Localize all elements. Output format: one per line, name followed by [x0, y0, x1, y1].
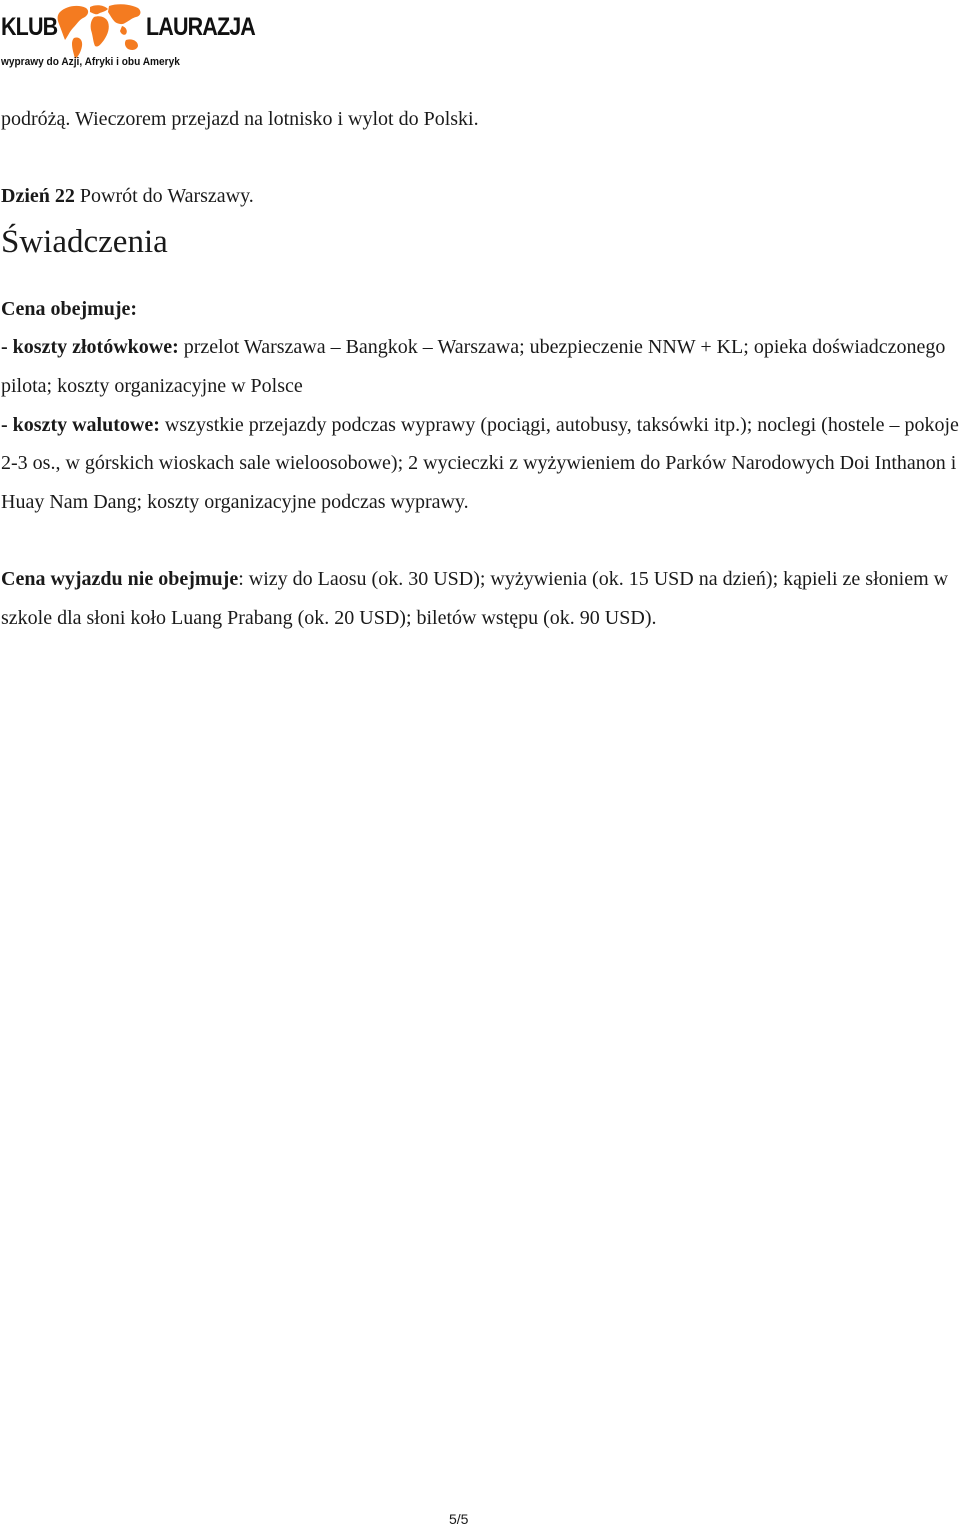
usd-costs-label: - koszty walutowe:: [1, 413, 160, 436]
includes-label-text: Cena obejmuje:: [1, 297, 138, 320]
logo-word-klub: KLUB: [1, 13, 58, 41]
day-22-label: Dzień 22: [1, 185, 75, 208]
header-logo: [0, 0, 260, 74]
paragraph-excludes: [1, 560, 960, 637]
section-heading-swiadczenia: Świadczenia: [1, 223, 168, 260]
page-number: 5/5: [449, 1511, 469, 1527]
excludes-text: : wizy do Laosu (ok. 30 USD); wyżywienia (ok. 15 USD na dzień); kąpieli ze słoniem w szkole dla słoni koło Luang Prabang (ok. 20 USD); biletów wstępu (ok. 90 USD).: [1, 567, 949, 629]
spacer: [1, 521, 960, 560]
logo-word-laurazja: LAURAZJA: [146, 13, 255, 41]
pln-costs-text: przelot Warszawa – Bangkok – Warszawa; ubezpieczenie NNW + KL; opieka doświadczonego pilota; koszty organizacyjne w Polsce: [1, 336, 946, 397]
pln-costs-label: - koszty złotówkowe:: [1, 336, 179, 359]
spacer: [1, 139, 960, 178]
logo-tagline: wyprawy do Azji, Afryki i obu Ameryk: [1, 56, 180, 68]
paragraph-day-22: [1, 177, 960, 216]
excludes-label: Cena wyjazdu nie obejmuje: [1, 567, 239, 590]
includes-label: [1, 290, 960, 329]
usd-costs-text: wszystkie przejazdy podczas wyprawy (pociągi, autobusy, taksówki itp.); noclegi (hostele – pokoje 2-3 os., w górskich wioskach sale wieloosobowe); 2 wycieczki z wyżywieniem do Parków Narodowych Doi Inthanon i Huay Nam Dang; koszty organizacyjne podczas wyprawy.: [1, 413, 959, 513]
day-22-text: Powrót do Warszawy.: [74, 185, 254, 208]
document-body: [1, 100, 960, 637]
globe-icon: [52, 2, 144, 60]
paragraph-return: podróżą. Wieczorem przejazd na lotnisko i wylot do Polski.: [1, 108, 479, 130]
paragraph-usd-costs: [1, 406, 960, 522]
paragraph-pln-costs: [1, 328, 960, 405]
